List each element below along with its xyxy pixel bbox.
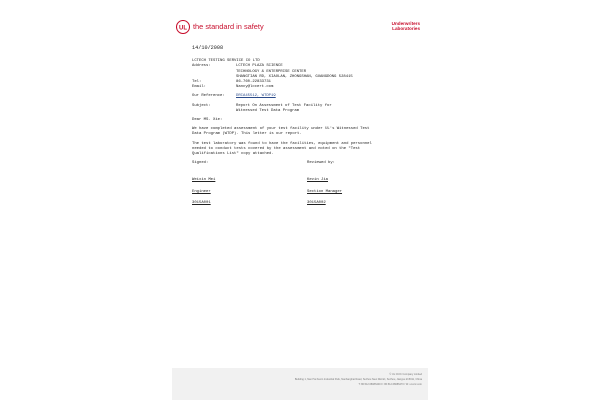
letter-footer: © UL CCIC Company Limited Building 1, Nan Hai Kexin Industrial Park, Nanhanghai Road, Suzhou New District, Suzhou, Jiangsu 215011, China T: 86.512.68086400 F: 86.512.68086470 / W: ul-ccic.com: [172, 368, 428, 400]
email-row: Email: Nancy@lccert.com: [192, 85, 274, 90]
letter-page: [172, 0, 428, 408]
signatory-ids: 3015A001 3015A002: [192, 200, 326, 205]
signatory-names: Weixin Mei Kevin Jia: [192, 178, 329, 183]
tagline: the standard in safety: [193, 22, 264, 31]
signatory-titles: Engineer Section Manager: [192, 189, 343, 194]
signature-labels: Signed: Reviewed by:: [192, 161, 336, 166]
tel-row: Tel: 86-760-22833731: [192, 80, 272, 85]
organization-name: Underwriters Laboratories: [391, 21, 420, 31]
letter-date: 14/10/2008: [192, 45, 224, 51]
letter-body: [192, 46, 422, 206]
company-name: LCTECH TESTING SERVICE CO LTD: [192, 59, 260, 64]
reference-row: Our Reference: DRCA45512, WTDP19: [192, 94, 276, 99]
address-block: Address: LCTECH PLAZA SCIENCE TECHNOLOGY & ENTERPRISE CENTER SHANGTIAN RD, XIAOLAN, ZHONGSHAN, GUANGDONG 528415: [192, 64, 353, 79]
svg-text:UL: UL: [179, 25, 187, 32]
subject-row: Subject: Report On Assessment of Test Facility for Witnessed Test Data Program: [192, 103, 332, 113]
ul-logo-icon: [176, 20, 190, 34]
letterhead: [172, 18, 428, 38]
paragraph-2: The test laboratory was found to have the facilities, equipment and personnel needed to conduct tests covered by the assessment and noted on the "Test Qualifications List" copy attached.: [192, 141, 372, 157]
paragraph-1: We have completed assessment of your test facility under UL's Witnessed Test Data Program (WTDP). This letter is our report.: [192, 127, 370, 137]
salutation: Dear MS. Xie:: [192, 118, 223, 123]
